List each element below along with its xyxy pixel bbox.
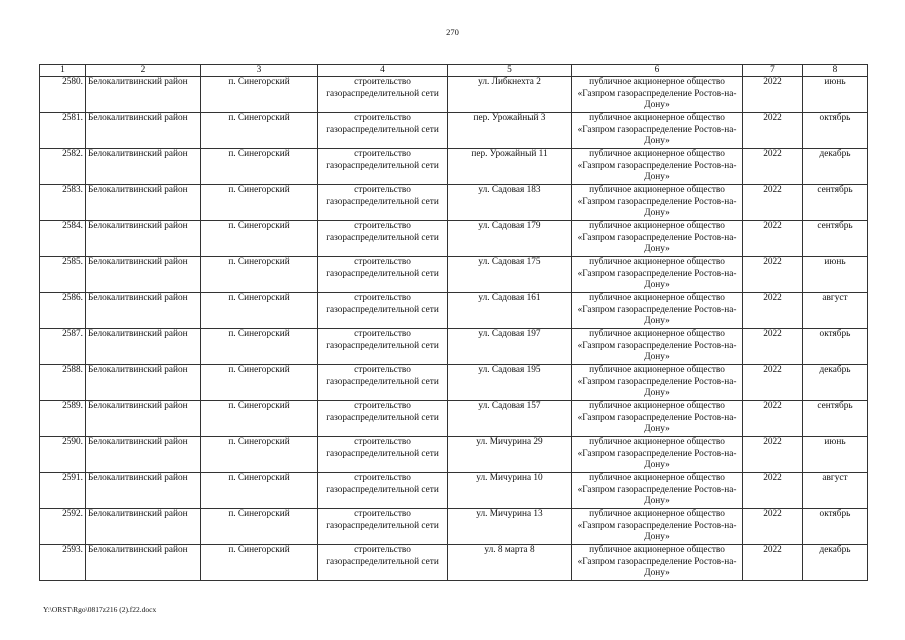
settlement-cell: п. Синегорский bbox=[201, 113, 318, 149]
organization-cell: публичное акционерное общество «Газпром газораспределение Ростов-на-Дону» bbox=[572, 149, 743, 185]
row-number: 2590. bbox=[40, 437, 86, 473]
district-cell: Белокалитвинский район bbox=[86, 509, 201, 545]
organization-cell: публичное акционерное общество «Газпром газораспределение Ростов-на-Дону» bbox=[572, 293, 743, 329]
work-type-cell: строительство газораспределительной сети bbox=[318, 77, 448, 113]
district-cell: Белокалитвинский район bbox=[86, 293, 201, 329]
table-row bbox=[40, 221, 868, 257]
work-type-cell: строительство газораспределительной сети bbox=[318, 365, 448, 401]
row-number: 2583. bbox=[40, 185, 86, 221]
settlement-cell: п. Синегорский bbox=[201, 77, 318, 113]
year-cell: 2022 bbox=[743, 257, 803, 293]
address-cell: ул. Садовая 183 bbox=[448, 185, 572, 221]
row-number: 2589. bbox=[40, 401, 86, 437]
month-cell: октябрь bbox=[803, 509, 868, 545]
settlement-cell: п. Синегорский bbox=[201, 149, 318, 185]
month-cell: июнь bbox=[803, 77, 868, 113]
address-cell: ул. Садовая 175 bbox=[448, 257, 572, 293]
month-cell: август bbox=[803, 293, 868, 329]
organization-cell: публичное акционерное общество «Газпром газораспределение Ростов-на-Дону» bbox=[572, 257, 743, 293]
organization-cell: публичное акционерное общество «Газпром газораспределение Ростов-на-Дону» bbox=[572, 401, 743, 437]
district-cell: Белокалитвинский район bbox=[86, 185, 201, 221]
organization-cell: публичное акционерное общество «Газпром газораспределение Ростов-на-Дону» bbox=[572, 185, 743, 221]
organization-cell: публичное акционерное общество «Газпром газораспределение Ростов-на-Дону» bbox=[572, 77, 743, 113]
address-cell: ул. Мичурина 10 bbox=[448, 473, 572, 509]
work-type-cell: строительство газораспределительной сети bbox=[318, 149, 448, 185]
year-cell: 2022 bbox=[743, 473, 803, 509]
district-cell: Белокалитвинский район bbox=[86, 113, 201, 149]
year-cell: 2022 bbox=[743, 77, 803, 113]
table-row bbox=[40, 365, 868, 401]
month-cell: июнь bbox=[803, 257, 868, 293]
year-cell: 2022 bbox=[743, 293, 803, 329]
month-cell: декабрь bbox=[803, 149, 868, 185]
work-type-cell: строительство газораспределительной сети bbox=[318, 113, 448, 149]
district-cell: Белокалитвинский район bbox=[86, 257, 201, 293]
work-type-cell: строительство газораспределительной сети bbox=[318, 509, 448, 545]
organization-cell: публичное акционерное общество «Газпром газораспределение Ростов-на-Дону» bbox=[572, 365, 743, 401]
address-cell: ул. Садовая 197 bbox=[448, 329, 572, 365]
address-cell: ул. Садовая 161 bbox=[448, 293, 572, 329]
settlement-cell: п. Синегорский bbox=[201, 365, 318, 401]
table-row bbox=[40, 329, 868, 365]
row-number: 2592. bbox=[40, 509, 86, 545]
table-row bbox=[40, 545, 868, 581]
address-cell: пер. Урожайный 3 bbox=[448, 113, 572, 149]
address-cell: ул. Мичурина 13 bbox=[448, 509, 572, 545]
row-number: 2585. bbox=[40, 257, 86, 293]
settlement-cell: п. Синегорский bbox=[201, 293, 318, 329]
work-type-cell: строительство газораспределительной сети bbox=[318, 437, 448, 473]
settlement-cell: п. Синегорский bbox=[201, 257, 318, 293]
month-cell: сентябрь bbox=[803, 401, 868, 437]
row-number: 2580. bbox=[40, 77, 86, 113]
year-cell: 2022 bbox=[743, 113, 803, 149]
month-cell: сентябрь bbox=[803, 221, 868, 257]
table-row bbox=[40, 257, 868, 293]
month-cell: июнь bbox=[803, 437, 868, 473]
column-header: 5 bbox=[448, 65, 572, 77]
district-cell: Белокалитвинский район bbox=[86, 149, 201, 185]
column-header: 3 bbox=[201, 65, 318, 77]
year-cell: 2022 bbox=[743, 149, 803, 185]
row-number: 2587. bbox=[40, 329, 86, 365]
settlement-cell: п. Синегорский bbox=[201, 437, 318, 473]
table-row bbox=[40, 437, 868, 473]
row-number: 2586. bbox=[40, 293, 86, 329]
work-type-cell: строительство газораспределительной сети bbox=[318, 473, 448, 509]
year-cell: 2022 bbox=[743, 221, 803, 257]
table-row bbox=[40, 473, 868, 509]
district-cell: Белокалитвинский район bbox=[86, 545, 201, 581]
row-number: 2582. bbox=[40, 149, 86, 185]
month-cell: октябрь bbox=[803, 113, 868, 149]
organization-cell: публичное акционерное общество «Газпром газораспределение Ростов-на-Дону» bbox=[572, 221, 743, 257]
year-cell: 2022 bbox=[743, 437, 803, 473]
table-row bbox=[40, 401, 868, 437]
organization-cell: публичное акционерное общество «Газпром газораспределение Ростов-на-Дону» bbox=[572, 329, 743, 365]
column-header: 2 bbox=[86, 65, 201, 77]
column-header: 1 bbox=[40, 65, 86, 77]
year-cell: 2022 bbox=[743, 401, 803, 437]
settlement-cell: п. Синегорский bbox=[201, 329, 318, 365]
table-row bbox=[40, 185, 868, 221]
work-type-cell: строительство газораспределительной сети bbox=[318, 329, 448, 365]
month-cell: август bbox=[803, 473, 868, 509]
work-type-cell: строительство газораспределительной сети bbox=[318, 185, 448, 221]
address-cell: ул. Садовая 195 bbox=[448, 365, 572, 401]
work-type-cell: строительство газораспределительной сети bbox=[318, 257, 448, 293]
table-row bbox=[40, 113, 868, 149]
column-header: 7 bbox=[743, 65, 803, 77]
column-header: 8 bbox=[803, 65, 868, 77]
district-cell: Белокалитвинский район bbox=[86, 437, 201, 473]
year-cell: 2022 bbox=[743, 365, 803, 401]
year-cell: 2022 bbox=[743, 329, 803, 365]
row-number: 2593. bbox=[40, 545, 86, 581]
month-cell: сентябрь bbox=[803, 185, 868, 221]
district-cell: Белокалитвинский район bbox=[86, 401, 201, 437]
table-row bbox=[40, 509, 868, 545]
table-row bbox=[40, 149, 868, 185]
district-cell: Белокалитвинский район bbox=[86, 329, 201, 365]
header-row bbox=[40, 65, 868, 77]
district-cell: Белокалитвинский район bbox=[86, 473, 201, 509]
organization-cell: публичное акционерное общество «Газпром газораспределение Ростов-на-Дону» bbox=[572, 473, 743, 509]
settlement-cell: п. Синегорский bbox=[201, 473, 318, 509]
year-cell: 2022 bbox=[743, 509, 803, 545]
column-header: 4 bbox=[318, 65, 448, 77]
organization-cell: публичное акционерное общество «Газпром газораспределение Ростов-на-Дону» bbox=[572, 509, 743, 545]
district-cell: Белокалитвинский район bbox=[86, 221, 201, 257]
table-row bbox=[40, 77, 868, 113]
row-number: 2588. bbox=[40, 365, 86, 401]
address-cell: ул. Садовая 157 bbox=[448, 401, 572, 437]
settlement-cell: п. Синегорский bbox=[201, 221, 318, 257]
address-cell: пер. Урожайный 11 bbox=[448, 149, 572, 185]
year-cell: 2022 bbox=[743, 185, 803, 221]
work-type-cell: строительство газораспределительной сети bbox=[318, 401, 448, 437]
settlement-cell: п. Синегорский bbox=[201, 401, 318, 437]
row-number: 2591. bbox=[40, 473, 86, 509]
row-number: 2581. bbox=[40, 113, 86, 149]
month-cell: декабрь bbox=[803, 365, 868, 401]
row-number: 2584. bbox=[40, 221, 86, 257]
work-type-cell: строительство газораспределительной сети bbox=[318, 293, 448, 329]
work-type-cell: строительство газораспределительной сети bbox=[318, 221, 448, 257]
organization-cell: публичное акционерное общество «Газпром газораспределение Ростов-на-Дону» bbox=[572, 437, 743, 473]
registry-table bbox=[39, 64, 868, 581]
page-number: 270 bbox=[446, 27, 459, 37]
footer-file-path: Y:\ORST\Rgo\0817z216 (2).f22.docx bbox=[43, 605, 157, 614]
organization-cell: публичное акционерное общество «Газпром газораспределение Ростов-на-Дону» bbox=[572, 113, 743, 149]
address-cell: ул. Садовая 179 bbox=[448, 221, 572, 257]
settlement-cell: п. Синегорский bbox=[201, 185, 318, 221]
table-row bbox=[40, 293, 868, 329]
address-cell: ул. Мичурина 29 bbox=[448, 437, 572, 473]
district-cell: Белокалитвинский район bbox=[86, 77, 201, 113]
district-cell: Белокалитвинский район bbox=[86, 365, 201, 401]
settlement-cell: п. Синегорский bbox=[201, 509, 318, 545]
organization-cell: публичное акционерное общество «Газпром газораспределение Ростов-на-Дону» bbox=[572, 545, 743, 581]
address-cell: ул. 8 марта 8 bbox=[448, 545, 572, 581]
column-header: 6 bbox=[572, 65, 743, 77]
month-cell: декабрь bbox=[803, 545, 868, 581]
settlement-cell: п. Синегорский bbox=[201, 545, 318, 581]
year-cell: 2022 bbox=[743, 545, 803, 581]
address-cell: ул. Либкнехта 2 bbox=[448, 77, 572, 113]
month-cell: октябрь bbox=[803, 329, 868, 365]
work-type-cell: строительство газораспределительной сети bbox=[318, 545, 448, 581]
